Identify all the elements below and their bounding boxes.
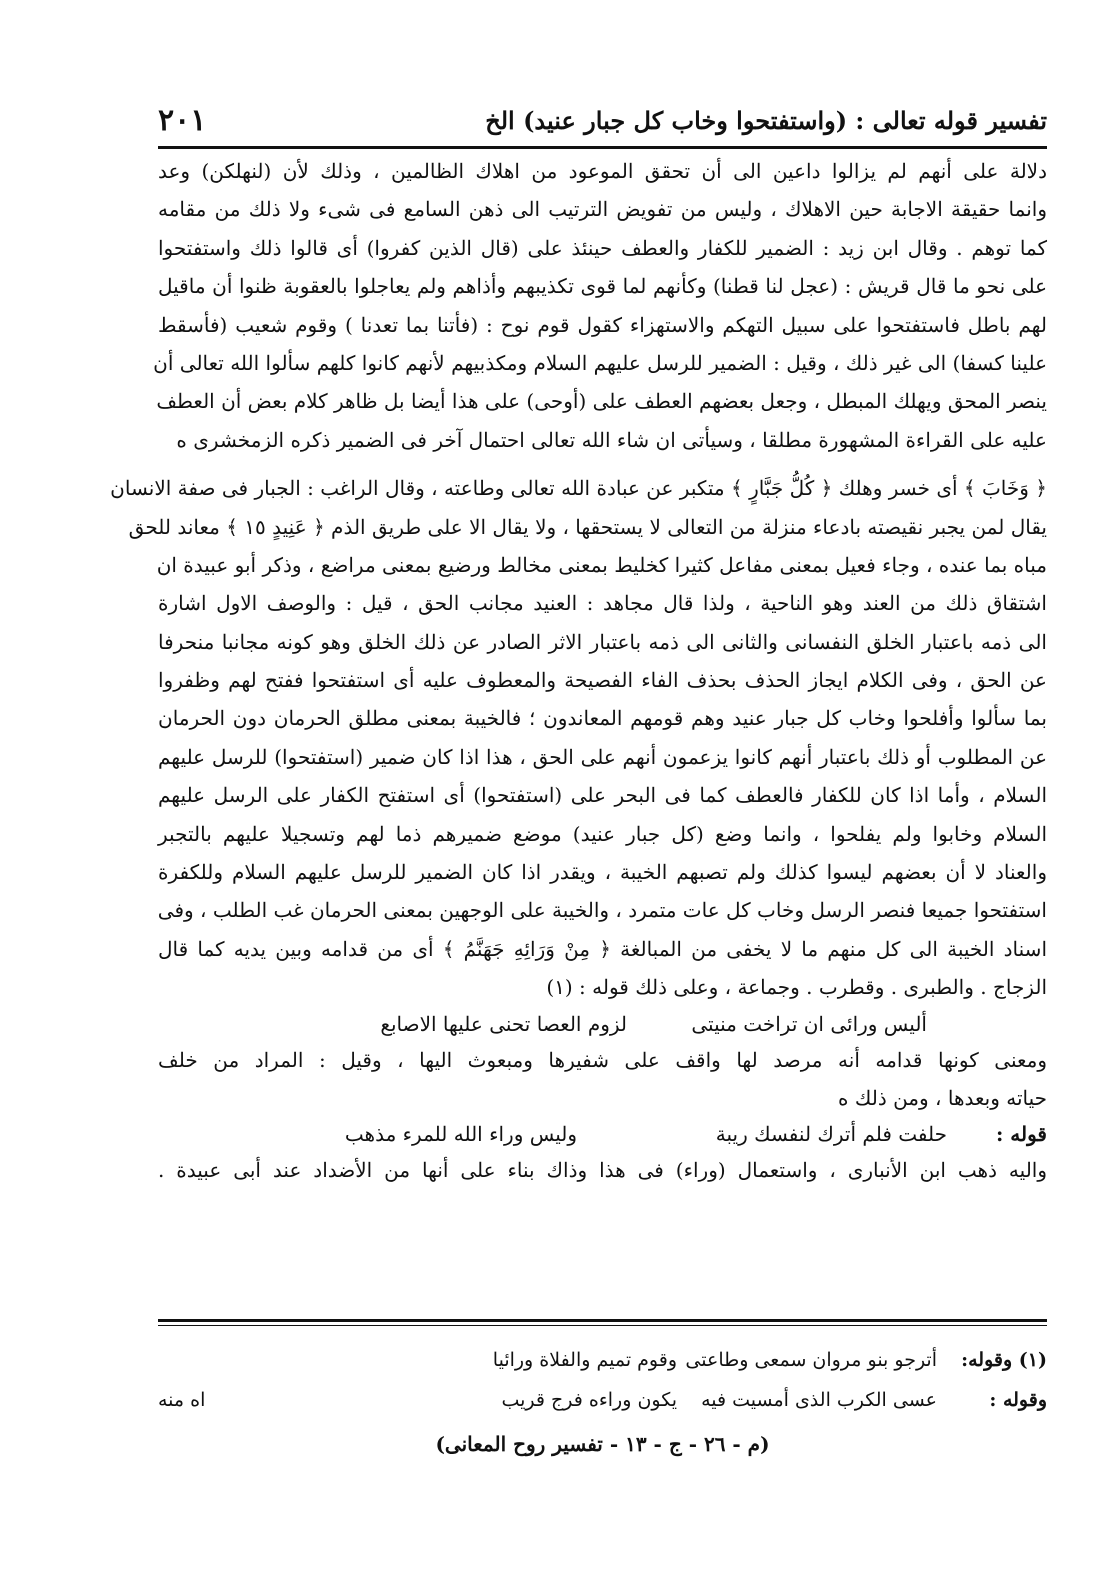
footnote-separator	[158, 1319, 1047, 1326]
header-title: تفسير قوله تعالى : (واستفتحوا وخاب كل جبار عنيد) الخ	[485, 105, 1047, 135]
text-line: كما توهم . وقال ابن زيد : الضمير للكفار والعطف حينئذ على (قال الذين كفروا) أى قالوا ذلك واستفتحوا	[158, 235, 1047, 260]
verse-line	[158, 1007, 1047, 1041]
text-line: وانما حقيقة الاجابة حين الاهلاك ، وليس من تفويض الترتيب الى ذهن السامع فى شىء ولا ذلك من مقامه	[158, 197, 1047, 222]
text-line: عليه على القراءة المشهورة مطلقا ، وسيأتى ان شاء الله تعالى احتمال آخر فى الضمير ذكره الزمخشرى ه	[176, 427, 1047, 452]
verse-hemistich: أليس ورائى ان تراخت منيتى	[691, 1011, 927, 1036]
text-line: ومعنى كونها قدامه أنه مرصد لها واقف على شفيرها ومبعوث اليها ، وقيل : المراد من خلف	[158, 1047, 1047, 1072]
text-line: علينا كسفا) الى غير ذلك ، وقيل : الضمير للرسل عليهم السلام ومكذبيهم لأنهم كانوا كلهم سألوا الله تعالى أن	[153, 350, 1047, 375]
footnote-label: وقوله :	[989, 1389, 1047, 1411]
text-line: والعناد لا أن بعضهم ليسوا كذلك ولم تصبهم الخيبة ، ويقدر اذا كان الضمير للرسل عليهم السلام وللكفرة	[158, 860, 1047, 885]
text-line: ينصر المحق ويهلك المبطل ، وجعل بعضهم العطف على (أوحى) على هذا أيضا بل ظاهر كلام بعض أن العطف	[156, 389, 1047, 414]
text-line: السلام وخابوا ولم يفلحوا ، وانما وضع (كل جبار عنيد) موضع ضميرهم ذما لهم وتسجيلا عليهم بالتجبر	[158, 821, 1047, 846]
footnote-hemistich: يكون وراءه فرج قريب	[501, 1389, 677, 1411]
verse-hemistich: حلفت فلم أترك لنفسك ريبة	[715, 1122, 947, 1147]
text-line: عن الحق ، وفى الكلام ايجاز الحذف بحذف الفاء الفصيحة والمعطوف عليه أى استفتحوا ففتح لهم وظفروا	[158, 668, 1047, 693]
text-line: اسناد الخيبة الى كل منهم ما لا يخفى من المبالغة ﴿ مِنْ وَرَائِهِ جَهَنَّمُ ﴾ أى من قدامه وبين يديه كما قال	[158, 936, 1047, 961]
text-line: الى ذمه باعتبار الخلق النفسانى والثانى الى ذمه باعتبار الاثر الصادر عن ذلك الخلق وهو كونه مجانبا منحرفا	[158, 629, 1047, 654]
footnote-line	[158, 1380, 1047, 1420]
footnote-line	[158, 1340, 1047, 1380]
footnote-label: (١) وقوله:	[961, 1349, 1047, 1371]
footnote-hemistich: عسى الكرب الذى أمسيت فيه	[701, 1389, 937, 1411]
text-line: مباه بما عنده ، وجاء فعيل بمعنى مفاعل كثيرا كخليط بمعنى مخالط ورضيع بمعنى مراضع ، وذكر أبو عبيدة ان	[156, 552, 1047, 577]
running-header	[158, 96, 1047, 144]
text-line: استفتحوا جميعا فنصر الرسل وخاب كل عات متمرد ، والخيبة على الوجهين بمعنى الحرمان غب الطلب ، وفى	[157, 898, 1047, 923]
text-line: ﴿ وَخَابَ ﴾ أى خسر وهلك ﴿ كُلُّ جَبَّارٍ ﴾ متكبر عن عبادة الله تعالى وطاعته ، وقال الراغب : الجبار فى صفة الانسان	[110, 476, 1047, 501]
footnote-hemistich: أترجو بنو مروان سمعى وطاعتى	[685, 1349, 937, 1371]
text-line: اشتقاق ذلك من العند وهو الناحية ، ولذا قال مجاهد : العنيد مجانب الحق ، قيل : والوصف الاول اشارة	[158, 591, 1047, 616]
text-line: يقال لمن يجبر نقيصته بادعاء منزلة من التعالى لا يستحقها ، ولا يقال الا على طريق الذم ﴿ عَنِيدٍ ١٥ ﴾ معاند للحق	[128, 514, 1047, 539]
footnote-end-note: اه منه	[158, 1389, 206, 1411]
signature-footer: (م - ٢٦ - ج - ١٣ - تفسير روح المعانى)	[435, 1432, 770, 1456]
main-text	[110, 152, 1048, 1190]
text-line: الزجاج . والطبرى . وقطرب . وجماعة ، وعلى ذلك قوله : (١)	[546, 975, 1047, 1000]
footnote-hemistich: وقوم تميم والفلاة ورائيا	[492, 1349, 677, 1371]
text-line: حياته وبعدها ، ومن ذلك ه	[838, 1085, 1047, 1110]
text-line: واليه ذهب ابن الأنبارى ، واستعمال (وراء) فى هذا وذاك بناء على أنها من الأضداد عند أبى عبيدة .	[158, 1158, 1047, 1183]
text-line: بما سألوا وأفلحوا وخاب كل جبار عنيد وهم قومهم المعاندون ؛ فالخيبة بمعنى مطلق الحرمان دون الحرمان	[158, 706, 1047, 731]
verse-label: قوله :	[995, 1122, 1047, 1147]
verse-hemistich: لزوم العصا تحنى عليها الاصابع	[380, 1011, 627, 1036]
text-line: السلام ، وأما اذا كان للكفار فالعطف كما فى البحر على (استفتحوا) أى استفتح الكفار على الرسل عليهم	[158, 783, 1048, 808]
verse-hemistich: وليس وراء الله للمرء مذهب	[344, 1122, 577, 1147]
text-line: لهم باطل فاستفتحوا على سبيل التهكم والاستهزاء كقول قوم نوح : (فأتنا بما تعدنا ) وقوم شعيب (فأسقط	[158, 312, 1047, 337]
verse-line	[158, 1117, 1047, 1151]
text-line: على نحو ما قال قريش : (عجل لنا قطنا) وكأنهم لما قوى تكذيبهم وأذاهم ولم يعاجلوا بالعقوبة ظنوا أن ماقيل	[158, 274, 1047, 299]
text-line: دلالة على أنهم لم يزالوا داعين الى أن تحقق الموعود من اهلاك الظالمين ، وذلك لأن (لنهلكن) وعد	[158, 159, 1047, 183]
page-number: ٢٠١	[158, 102, 207, 138]
footnotes	[158, 1340, 1047, 1420]
text-line: عن المطلوب أو ذلك باعتبار أنهم كانوا يزعمون أنهم على الحق ، هذا اذا كان ضمير (استفتحوا) للرسل عليهم	[158, 744, 1047, 769]
header-rule	[158, 146, 1047, 149]
